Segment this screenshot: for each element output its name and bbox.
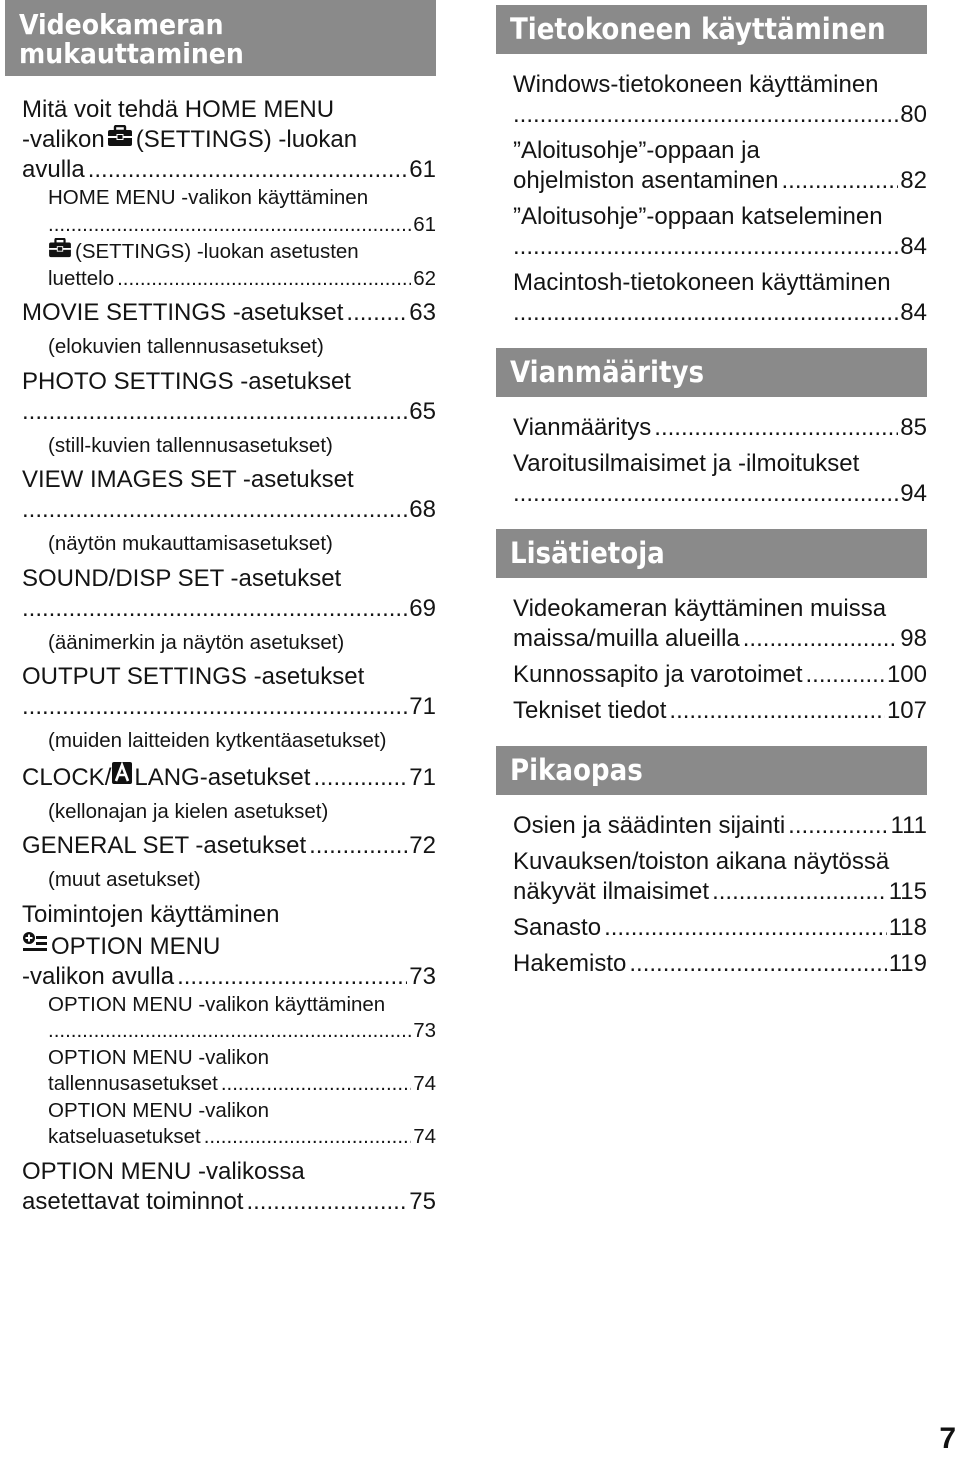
dot-leader [346, 298, 407, 328]
page-ref: 62 [413, 266, 436, 290]
page-ref: 84 [900, 233, 927, 260]
dot-leader [117, 266, 411, 293]
toc-entry-text: asetettavat toiminnot [22, 1187, 244, 1215]
toc-entry-text: (muut asetukset) [48, 868, 201, 891]
dot-leader [782, 166, 899, 196]
toc-entry-text: (kellonajan ja kielen asetukset) [48, 799, 329, 823]
toc-entry[interactable] [513, 268, 927, 328]
toc-entry-text: Vianmääritys [513, 414, 652, 441]
toc-subentry[interactable] [22, 1098, 436, 1151]
page-ref: 80 [900, 101, 927, 128]
page-ref: 115 [888, 878, 927, 905]
toc-entry[interactable] [513, 847, 927, 907]
toc-entry-text: VIEW IMAGES SET -asetukset [22, 466, 354, 493]
toc-note [22, 531, 436, 558]
toc-subentry[interactable] [22, 1045, 436, 1098]
toc-entry-text: PHOTO SETTINGS -asetukset [22, 367, 351, 395]
toc-entry-text: Mitä voit tehdä HOME MENU [22, 96, 335, 123]
toc-entry[interactable] [22, 761, 436, 793]
toc-subentry[interactable] [22, 185, 436, 238]
toc-entry[interactable] [22, 564, 436, 624]
toc-entry-text: näkyvät ilmaisimet [513, 878, 710, 905]
section-header-quick-reference: Pikaopas [496, 746, 927, 795]
toc-entry-text: OUTPUT SETTINGS -asetukset [22, 663, 365, 690]
dot-leader [513, 479, 898, 509]
toc-entry-text: -valikon avulla [22, 962, 175, 990]
page-ref: 65 [409, 397, 436, 425]
toc-entry[interactable] [513, 594, 927, 654]
section-header-computer: Tietokoneen käyttäminen [496, 5, 927, 54]
toc-subentry[interactable] [22, 238, 436, 292]
toc-entry-text: ”Aloitusohje”-oppaan ja [513, 137, 760, 164]
page-ref: 61 [413, 212, 436, 236]
page-ref: 84 [900, 299, 927, 326]
toc-entry-text: ”Aloitusohje”-oppaan katseleminen [513, 203, 883, 230]
section-header-customization: Videokameran mukauttaminen [5, 0, 436, 76]
toc-entry-text: GENERAL SET -asetukset [22, 832, 307, 859]
toc-entry[interactable] [513, 70, 927, 130]
dot-leader [22, 692, 407, 722]
section-header-additional-info: Lisätietoja [496, 529, 927, 578]
dot-leader [22, 397, 407, 427]
toc-entry[interactable] [22, 662, 436, 722]
toc-entry[interactable] [22, 367, 436, 427]
toc-entry-text: Kuvauksen/toiston aikana näytössä [513, 848, 890, 875]
toolbox-settings-icon [107, 125, 133, 155]
dot-leader [513, 100, 898, 130]
page-ref: 111 [890, 812, 927, 839]
dot-leader [309, 831, 407, 861]
toc-entry[interactable] [513, 660, 927, 690]
toc-entry[interactable] [22, 465, 436, 525]
toc-entry-text: (still-kuvien tallennusasetukset) [48, 433, 333, 457]
dot-leader [48, 212, 411, 239]
toc-entry-text: tallennusasetukset [48, 1072, 218, 1095]
dot-leader [513, 232, 898, 262]
toc-entry[interactable] [513, 949, 927, 979]
toc-entry-text: ohjelmiston asentaminen [513, 167, 779, 194]
dot-leader [712, 877, 887, 907]
toc-entry-text: OPTION MENU -valikon käyttäminen [48, 992, 386, 1016]
left-column [5, 0, 436, 1217]
toc-entry-text: (SETTINGS) -luokan [135, 126, 358, 153]
toc-entry-text: LANG-asetukset [134, 763, 311, 791]
toc-entry-text: Tekniset tiedot [513, 697, 667, 724]
page-ref: 100 [886, 661, 927, 688]
toc-entry-text: HOME MENU -valikon käyttäminen [48, 186, 369, 209]
toc-entry-text: Windows-tietokoneen käyttäminen [513, 71, 879, 98]
dot-leader [48, 1018, 411, 1045]
toc-entry-text: Osien ja säädinten sijainti [513, 812, 786, 839]
page-ref: 107 [886, 697, 927, 724]
toc-entry-text: Hakemisto [513, 950, 627, 977]
page-ref: 74 [413, 1125, 436, 1148]
dot-leader [204, 1124, 411, 1151]
dot-leader [743, 624, 899, 654]
toc-entry-text: OPTION MENU -valikon [48, 1045, 269, 1069]
toc-entry[interactable] [22, 1157, 436, 1217]
dot-leader [513, 298, 898, 328]
page-ref: 73 [409, 962, 436, 990]
toc-entry-text: avulla [22, 156, 85, 183]
option-menu-icon [22, 930, 48, 962]
toc-entry-text: MOVIE SETTINGS -asetukset [22, 299, 344, 326]
toc-entry-text: -valikon [22, 126, 105, 153]
toc-entry[interactable] [513, 913, 927, 943]
dot-leader [88, 155, 408, 185]
toc-entry[interactable] [22, 95, 436, 185]
dot-leader [788, 811, 888, 841]
dot-leader [246, 1187, 407, 1217]
toc-entry[interactable] [513, 449, 927, 509]
toc-note [22, 433, 436, 460]
toc-entry-text: Macintosh-tietokoneen käyttäminen [513, 269, 891, 296]
toc-entry-text: OPTION MENU -valikossa [22, 1157, 305, 1185]
toc-entry-text: luettelo [48, 266, 115, 290]
toc-note [22, 867, 436, 894]
page-number: 7 [939, 1422, 956, 1455]
toc-note [22, 630, 436, 657]
page-ref: 75 [409, 1187, 436, 1215]
dot-leader [221, 1071, 411, 1098]
toc-list-additional-info [496, 578, 927, 726]
page-ref: 71 [409, 693, 436, 720]
toc-entry[interactable] [513, 811, 927, 841]
page-ref: 85 [900, 414, 927, 441]
toc-entry-text: (muiden laitteiden kytkentäasetukset) [48, 729, 387, 752]
dot-leader [654, 413, 898, 443]
dot-leader [604, 913, 887, 943]
toc-list-troubleshooting [496, 397, 927, 509]
toc-entry[interactable] [22, 900, 436, 992]
page-ref: 118 [888, 914, 927, 941]
toc-entry-text: (äänimerkin ja näytön asetukset) [48, 630, 345, 654]
toc-entry[interactable] [513, 696, 927, 726]
dot-leader [22, 495, 407, 525]
toc-entry-text: (SETTINGS) -luokan asetusten [75, 240, 359, 263]
page-ref: 69 [409, 594, 436, 622]
page-ref: 71 [409, 763, 436, 791]
toc-list-computer [496, 54, 927, 328]
toc-entry[interactable] [513, 136, 927, 196]
page-ref: 73 [413, 1019, 436, 1042]
toc-entry-text: Varoitusilmaisimet ja -ilmoitukset [513, 450, 860, 477]
page-ref: 119 [888, 950, 927, 977]
toc-entry-text: (elokuvien tallennusasetukset) [48, 335, 324, 358]
toc-entry-text: katseluasetukset [48, 1125, 201, 1148]
toc-entry-text: (näytön mukauttamisasetukset) [48, 532, 333, 555]
page-ref: 74 [413, 1072, 436, 1095]
toc-entry-text: maissa/muilla alueilla [513, 625, 740, 652]
toc-entry-text: Toimintojen käyttäminen [22, 900, 280, 928]
toc-entry-text: OPTION MENU -valikon [48, 1098, 269, 1122]
language-a-icon [111, 761, 133, 793]
dot-leader [313, 763, 407, 793]
dot-leader [177, 962, 407, 992]
toolbox-settings-icon [48, 238, 72, 266]
toc-entry[interactable] [513, 413, 927, 443]
dot-leader [806, 660, 885, 690]
page-ref: 61 [409, 156, 436, 183]
toc-subentry[interactable] [22, 992, 436, 1045]
section-header-troubleshooting: Vianmääritys [496, 348, 927, 397]
toc-entry[interactable] [513, 202, 927, 262]
dot-leader [629, 949, 886, 979]
page-ref: 94 [900, 480, 927, 507]
toc-note [22, 799, 436, 826]
page-ref: 98 [900, 625, 927, 652]
toc-note [22, 334, 436, 361]
toc-list-quick-reference [496, 795, 927, 979]
toc-list-customization [5, 76, 436, 1217]
dot-leader [22, 594, 407, 624]
toc-entry-text: CLOCK/ [22, 763, 112, 791]
toc-entry-text: Sanasto [513, 914, 602, 941]
page-ref: 68 [409, 496, 436, 523]
toc-entry-text: Videokameran käyttäminen muissa [513, 595, 887, 622]
toc-entry-text: SOUND/DISP SET -asetukset [22, 564, 342, 592]
page-ref: 63 [409, 299, 436, 326]
toc-entry[interactable] [22, 298, 436, 328]
toc-entry-text: Kunnossapito ja varotoimet [513, 661, 803, 688]
toc-entry[interactable] [22, 831, 436, 861]
toc-entry-text: OPTION MENU [51, 932, 221, 960]
page-ref: 72 [409, 832, 436, 859]
page-ref: 82 [900, 167, 927, 194]
toc-note [22, 728, 436, 755]
dot-leader [669, 696, 885, 726]
right-column [496, 0, 927, 979]
